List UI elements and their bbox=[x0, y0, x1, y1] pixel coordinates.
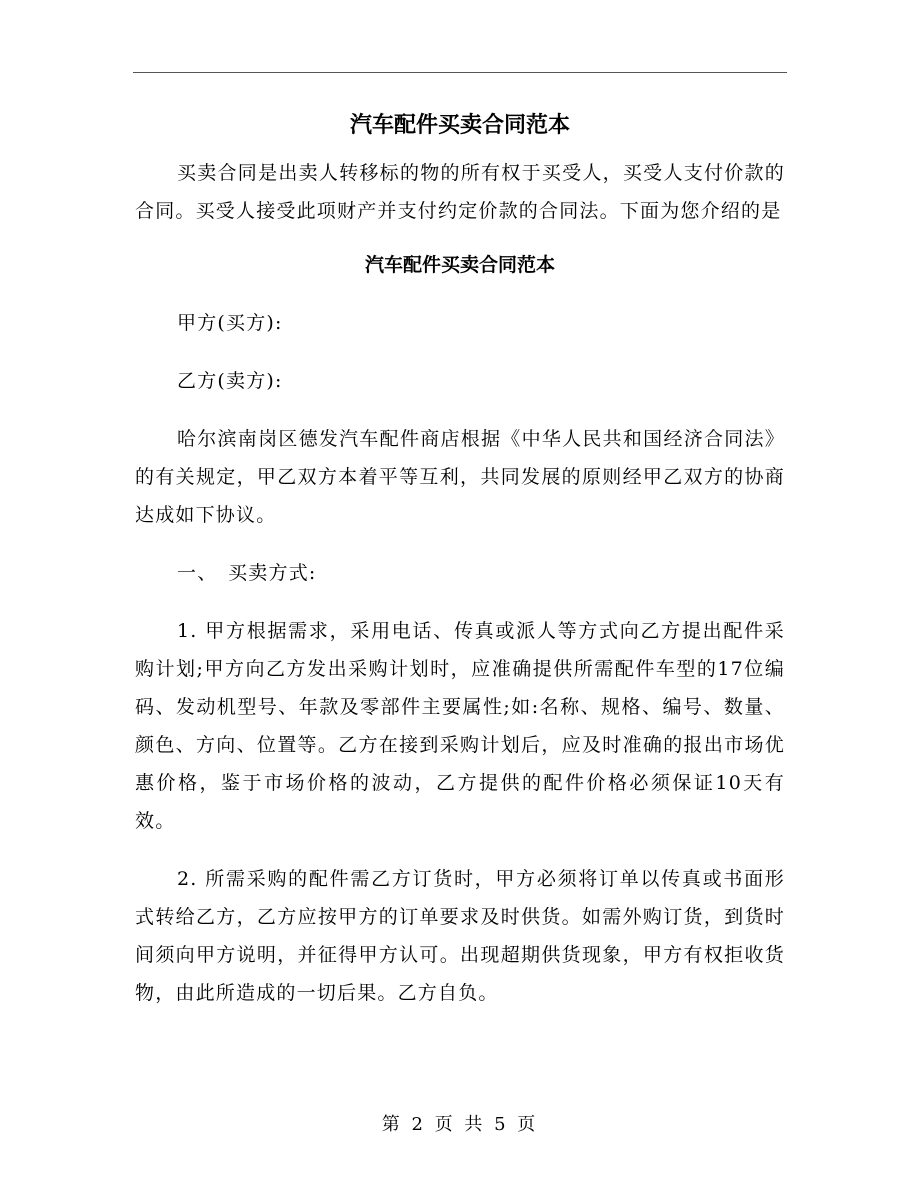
clause-2-paragraph: 2. 所需采购的配件需乙方订货时，甲方必须将订单以传真或书面形式转给乙方，乙方应按甲方的订单要求及时供货。如需外购订货，到货时间须向甲方说明，并征得甲方认可。出现超期供货现象，甲方有权拒收货物，由此所造成的一切后果。乙方自负。 bbox=[135, 868, 785, 1004]
document-body bbox=[135, 98, 785, 1012]
section-1-heading: 一、 买卖方式: bbox=[177, 562, 317, 584]
intro-paragraph: 买卖合同是出卖人转移标的物的所有权于买受人，买受人支付价款的合同。买受人接受此项财产并支付约定价款的合同法。下面为您介绍的是 bbox=[135, 162, 785, 222]
page-number: 第 2 页 共 5 页 bbox=[381, 1114, 539, 1135]
header-rule bbox=[133, 72, 787, 73]
party-b-line: 乙方(卖方): bbox=[177, 370, 283, 392]
preamble-paragraph: 哈尔滨南岗区德发汽车配件商店根据《中华人民共和国经济合同法》的有关规定，甲乙双方本着平等互利，共同发展的原则经甲乙双方的协商达成如下协议。 bbox=[135, 428, 785, 526]
contract-subtitle: 汽车配件买卖合同范本 bbox=[364, 254, 555, 276]
clause-1-paragraph: 1. 甲方根据需求，采用电话、传真或派人等方式向乙方提出配件采购计划;甲方向乙方发出采购计划时，应准确提供所需配件车型的17位编码、发动机型号、年款及零部件主要属性;如:名称、规格、编号、数量、颜色、方向、位置等。乙方在接到采购计划后，应及时准确的报出市场优惠价格，鉴于市场价格的波动，乙方提供的配件价格必须保证10天有效。 bbox=[135, 620, 785, 832]
document-title: 汽车配件买卖合同范本 bbox=[349, 113, 570, 138]
party-a-line: 甲方(买方): bbox=[177, 312, 283, 334]
